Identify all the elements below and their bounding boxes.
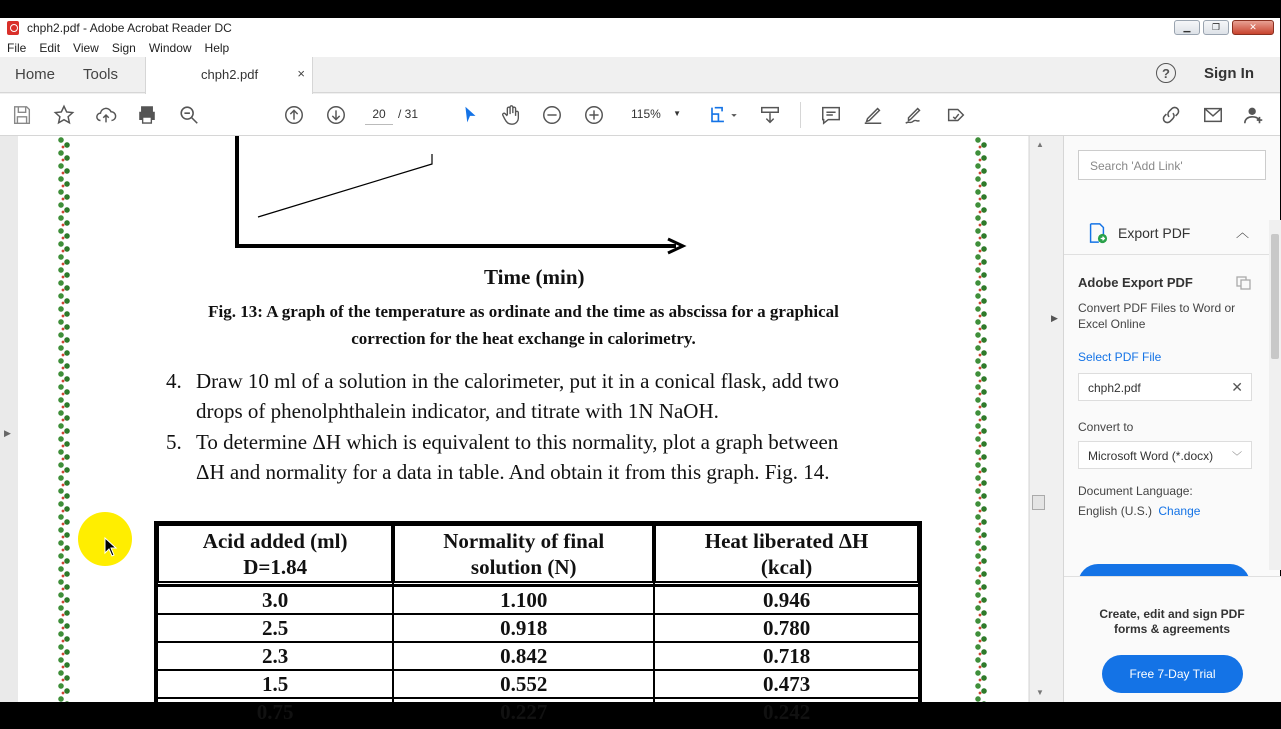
graph-curve — [258, 154, 432, 217]
close-window-button[interactable]: ✕ — [1232, 20, 1274, 35]
export-pdf-icon — [1086, 222, 1108, 244]
acrobat-app-icon — [7, 21, 19, 35]
table-row: 2.3 0.842 0.718 — [157, 642, 919, 670]
menu-sign[interactable]: Sign — [111, 40, 136, 55]
step-number: 4. — [166, 369, 182, 393]
tab-document[interactable] — [145, 57, 313, 94]
title-bar — [0, 18, 1280, 38]
sign-in-button[interactable]: Sign In — [1204, 65, 1254, 82]
export-description: Convert PDF Files to Word or Excel Online — [1078, 301, 1236, 331]
document-tab-label: chph2.pdf — [201, 67, 259, 82]
document-scrollbar[interactable] — [1029, 136, 1047, 702]
chevron-down-icon: ▼ — [673, 109, 681, 118]
zoom-level-value: 115% — [631, 107, 661, 121]
step-line: ΔH and normality for a data in table. And obtain it from this graph. Fig. 14. — [196, 460, 830, 484]
page-number-input[interactable]: 20 — [365, 103, 393, 125]
panel-divider — [1064, 254, 1269, 255]
procedure-step-5 — [166, 427, 926, 487]
panel-scrollbar[interactable] — [1269, 220, 1281, 570]
add-user-icon[interactable] — [1242, 103, 1266, 127]
promo-section — [1064, 576, 1281, 702]
cloud-upload-icon[interactable] — [94, 103, 118, 127]
selected-file-name: chph2.pdf — [1088, 381, 1141, 395]
save-icon[interactable] — [10, 103, 34, 127]
close-tab-icon[interactable]: × — [297, 66, 305, 81]
print-icon[interactable] — [135, 103, 159, 127]
zoom-level-select[interactable] — [623, 103, 687, 125]
hand-tool-icon[interactable] — [499, 103, 523, 127]
tools-search-input[interactable]: Search 'Add Link' — [1078, 150, 1266, 180]
acrobat-window — [0, 18, 1280, 724]
document-language-label: Document Language: — [1078, 484, 1193, 498]
find-zoom-icon[interactable] — [177, 103, 201, 127]
fit-page-icon[interactable] — [706, 103, 740, 127]
bookmark-star-icon[interactable] — [52, 103, 76, 127]
select-pdf-file-link[interactable]: Select PDF File — [1078, 350, 1162, 364]
step-text — [196, 427, 916, 487]
table-header-row — [157, 524, 919, 586]
email-icon[interactable] — [1201, 103, 1225, 127]
convert-to-label: Convert to — [1078, 420, 1134, 434]
header-normality: Normality of final solution (N) — [393, 524, 654, 586]
help-icon[interactable]: ? — [1156, 63, 1176, 83]
menu-window[interactable]: Window — [148, 40, 192, 55]
table-row: 1.5 0.552 0.473 — [157, 670, 919, 698]
right-panel-toggle-icon[interactable]: ▶ — [1051, 313, 1058, 323]
step-text — [196, 366, 916, 426]
left-panel-toggle-icon[interactable]: ▶ — [4, 428, 11, 438]
chevron-down-icon: ﹀ — [1232, 452, 1242, 463]
adobe-export-title: Adobe Export PDF — [1078, 275, 1193, 290]
convert-to-select[interactable] — [1078, 441, 1252, 469]
panel-scroll-thumb[interactable] — [1271, 234, 1279, 359]
tab-bar — [0, 57, 1280, 93]
document-language — [1078, 504, 1200, 518]
minimize-button[interactable]: ▁ — [1174, 20, 1200, 35]
select-cursor-icon[interactable] — [458, 103, 482, 127]
maximize-button[interactable]: ❐ — [1203, 20, 1229, 35]
copy-icon[interactable] — [1236, 276, 1252, 290]
export-pdf-title: Export PDF — [1118, 225, 1191, 241]
main-toolbar — [0, 94, 1280, 136]
comment-icon[interactable] — [819, 103, 843, 127]
tab-home[interactable]: Home — [15, 66, 56, 83]
scroll-mode-icon[interactable] — [758, 103, 782, 127]
next-page-icon[interactable] — [324, 103, 348, 127]
tools-pane — [1063, 136, 1280, 702]
toolbar-divider — [800, 102, 801, 128]
window-controls — [1174, 20, 1274, 35]
scroll-thumb[interactable] — [1032, 495, 1045, 510]
tab-tools[interactable]: Tools — [83, 66, 119, 83]
share-link-icon[interactable] — [1159, 103, 1183, 127]
header-acid-added: Acid added (ml) D=1.84 — [157, 524, 393, 586]
chevron-up-icon[interactable]: ︿ — [1236, 225, 1250, 240]
mouse-pointer-icon — [104, 537, 118, 557]
pdf-page — [18, 136, 1028, 724]
document-language-value: English (U.S.) — [1078, 504, 1153, 518]
promo-text: Create, edit and sign PDF forms & agreements — [1099, 607, 1245, 636]
page-total: / 31 — [398, 107, 419, 121]
draw-sign-icon[interactable] — [902, 103, 926, 127]
document-viewer[interactable] — [0, 136, 1047, 724]
figure-graph — [18, 136, 1028, 256]
data-table — [154, 521, 922, 729]
step-line: Draw 10 ml of a solution in the calorimeter, put it in a conical flask, add two — [196, 369, 839, 393]
menu-bar — [0, 38, 1280, 57]
caption-line: correction for the heat exchange in calorimetry. — [351, 329, 696, 348]
table-row: 0.75 0.227 0.242 — [157, 698, 919, 726]
window-title: chph2.pdf - Adobe Acrobat Reader DC — [27, 21, 232, 35]
menu-edit[interactable]: Edit — [39, 40, 61, 55]
change-language-link[interactable]: Change — [1158, 504, 1201, 518]
scroll-up-arrow-icon[interactable]: ▲ — [1036, 140, 1044, 149]
step-number: 5. — [166, 430, 182, 454]
previous-page-icon[interactable] — [282, 103, 306, 127]
convert-to-value: Microsoft Word (*.docx) — [1088, 449, 1214, 463]
free-trial-button[interactable]: Free 7-Day Trial — [1102, 655, 1243, 693]
graph-x-axis-title: Time (min) — [484, 265, 585, 289]
scroll-down-arrow-icon[interactable]: ▼ — [1036, 688, 1044, 697]
table-row: 2.5 0.918 0.780 — [157, 614, 919, 642]
menu-help[interactable]: Help — [204, 40, 230, 55]
menu-view[interactable]: View — [73, 40, 99, 55]
graph-y-axis — [237, 136, 676, 246]
header-heat-liberated: Heat liberated ΔH (kcal) — [654, 524, 919, 586]
table-row: 3.0 1.100 0.946 — [157, 586, 919, 614]
clear-file-icon[interactable]: ✕ — [1231, 379, 1243, 395]
zoom-out-icon[interactable] — [540, 103, 564, 127]
procedure-step-4 — [166, 366, 926, 426]
menu-file[interactable]: File — [7, 40, 27, 55]
selected-file-field[interactable] — [1078, 373, 1252, 401]
fill-sign-icon[interactable] — [944, 103, 968, 127]
step-line: drops of phenolphthalein indicator, and titrate with 1N NaOH. — [196, 399, 719, 423]
figure-caption — [138, 298, 909, 352]
step-line: To determine ΔH which is equivalent to this normality, plot a graph between — [196, 430, 839, 454]
zoom-in-icon[interactable] — [582, 103, 606, 127]
highlight-pen-icon[interactable] — [861, 103, 885, 127]
caption-line: Fig. 13: A graph of the temperature as ordinate and the time as abscissa for a graphical — [208, 302, 839, 321]
export-pdf-header[interactable] — [1086, 222, 1250, 244]
